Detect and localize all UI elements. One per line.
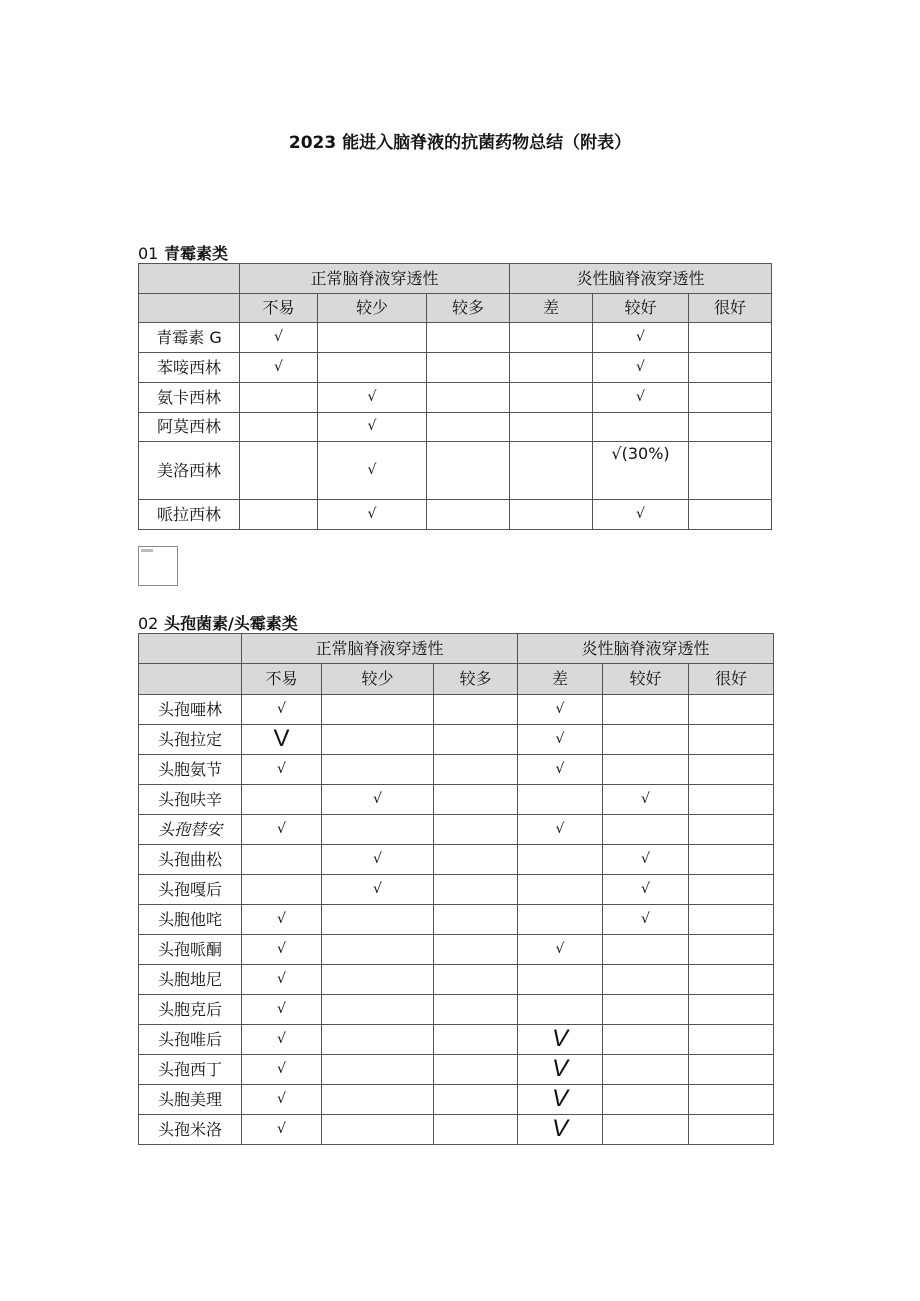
check-cell xyxy=(689,755,774,785)
check-cell xyxy=(510,323,593,353)
table-row xyxy=(139,995,774,1025)
check-cell xyxy=(434,1115,518,1145)
check-cell xyxy=(689,1055,774,1085)
cephalosporin-table xyxy=(138,633,774,1145)
table-row xyxy=(139,935,774,965)
check-cell xyxy=(689,695,774,725)
drug-name-cell: 美洛西林 xyxy=(139,442,240,500)
table-row xyxy=(139,353,772,383)
check-cell xyxy=(434,965,518,995)
drug-name-cell: 苯唼西林 xyxy=(139,353,240,383)
check-cell xyxy=(603,995,689,1025)
check-cell xyxy=(593,413,689,442)
check-cell xyxy=(434,725,518,755)
drug-name-cell: 头胞美理 xyxy=(139,1085,242,1115)
subheader-cell: 较少 xyxy=(322,664,434,695)
table-row xyxy=(139,905,774,935)
check-cell: √ xyxy=(242,695,322,725)
group-inflamed-header: 炎性脑脊液穿透性 xyxy=(518,634,774,664)
section-1-number: 01 xyxy=(138,244,159,263)
table-row xyxy=(139,1085,774,1115)
check-cell xyxy=(434,875,518,905)
check-cell xyxy=(689,995,774,1025)
check-cell xyxy=(603,1115,689,1145)
check-cell xyxy=(510,442,593,500)
page-title: 2023 能进入脑脊液的抗菌药物总结（附表） xyxy=(288,133,632,153)
drug-name-cell: 青霉素 G xyxy=(139,323,240,353)
section-2-title xyxy=(138,611,298,634)
table-row xyxy=(139,845,774,875)
corner-cell xyxy=(139,264,240,294)
table-row xyxy=(139,413,772,442)
check-cell: √ xyxy=(603,785,689,815)
section-2-number: 02 xyxy=(138,614,159,633)
drug-name-cell: 哌拉西林 xyxy=(139,500,240,530)
check-cell xyxy=(689,905,774,935)
check-cell xyxy=(240,413,318,442)
drug-name-cell: 阿莫西林 xyxy=(139,413,240,442)
check-cell xyxy=(427,500,510,530)
check-cell: √ xyxy=(242,935,322,965)
subheader-cell: 很好 xyxy=(689,294,772,323)
check-cell xyxy=(689,1025,774,1055)
table-row xyxy=(139,695,774,725)
check-cell xyxy=(689,323,772,353)
check-cell xyxy=(434,905,518,935)
group-header-row xyxy=(139,634,774,664)
table-row xyxy=(139,875,774,905)
group-normal-header: 正常脑脊液穿透性 xyxy=(242,634,518,664)
check-cell: √ xyxy=(240,323,318,353)
check-cell xyxy=(322,1085,434,1115)
check-cell: √ xyxy=(322,875,434,905)
corner-cell xyxy=(139,664,242,695)
table-row xyxy=(139,323,772,353)
penicillin-table xyxy=(138,263,772,530)
check-cell xyxy=(689,965,774,995)
check-cell xyxy=(242,845,322,875)
group-header-row xyxy=(139,264,772,294)
check-cell xyxy=(518,845,603,875)
check-cell xyxy=(689,875,774,905)
check-cell: V xyxy=(518,1025,603,1055)
check-cell xyxy=(240,383,318,413)
table-row xyxy=(139,1025,774,1055)
check-cell xyxy=(240,442,318,500)
check-cell: √ xyxy=(242,1085,322,1115)
check-cell xyxy=(689,845,774,875)
check-cell xyxy=(322,995,434,1025)
drug-name-cell: 头孢唖林 xyxy=(139,695,242,725)
check-cell: V xyxy=(518,1085,603,1115)
subheader-cell: 较好 xyxy=(593,294,689,323)
table-row xyxy=(139,500,772,530)
corner-cell xyxy=(139,634,242,664)
check-cell: √ xyxy=(318,413,427,442)
check-cell xyxy=(322,755,434,785)
table-row xyxy=(139,725,774,755)
check-cell: V xyxy=(518,1055,603,1085)
check-cell: √ xyxy=(242,995,322,1025)
check-cell xyxy=(510,500,593,530)
check-cell: √ xyxy=(322,785,434,815)
check-cell: √(30%) xyxy=(593,442,689,500)
check-cell: √ xyxy=(242,905,322,935)
check-cell: √ xyxy=(593,353,689,383)
check-cell: √ xyxy=(518,815,603,845)
drug-name-cell: 头孢唯后 xyxy=(139,1025,242,1055)
check-cell: √ xyxy=(242,965,322,995)
check-cell xyxy=(518,965,603,995)
check-cell xyxy=(603,1085,689,1115)
corner-cell xyxy=(139,294,240,323)
check-cell xyxy=(322,1025,434,1055)
drug-name-cell: 头胞克后 xyxy=(139,995,242,1025)
subheader-cell: 很好 xyxy=(689,664,774,695)
check-cell xyxy=(689,383,772,413)
subheader-cell: 较好 xyxy=(603,664,689,695)
check-cell xyxy=(518,905,603,935)
check-cell xyxy=(603,1025,689,1055)
check-cell: V xyxy=(518,1115,603,1145)
check-cell: √ xyxy=(518,755,603,785)
drug-name-cell: 头孢曲松 xyxy=(139,845,242,875)
check-cell: √ xyxy=(242,1115,322,1145)
check-cell xyxy=(603,755,689,785)
table-row xyxy=(139,1115,774,1145)
drug-name-cell: 头孢西丁 xyxy=(139,1055,242,1085)
subheader-row xyxy=(139,294,772,323)
drug-name-cell: 头胞氨节 xyxy=(139,755,242,785)
check-cell xyxy=(603,1055,689,1085)
check-cell xyxy=(434,785,518,815)
section-1-title xyxy=(138,241,228,264)
table-row xyxy=(139,965,774,995)
check-cell: V xyxy=(242,725,322,755)
drug-name-cell: 头孢哌酮 xyxy=(139,935,242,965)
check-cell: √ xyxy=(242,755,322,785)
table-row xyxy=(139,442,772,500)
check-cell xyxy=(510,353,593,383)
check-cell xyxy=(689,500,772,530)
check-cell xyxy=(510,413,593,442)
subheader-cell: 不易 xyxy=(242,664,322,695)
check-cell xyxy=(322,695,434,725)
check-cell xyxy=(427,383,510,413)
check-cell xyxy=(689,413,772,442)
drug-name-cell: 头孢拉定 xyxy=(139,725,242,755)
check-cell xyxy=(689,442,772,500)
check-cell xyxy=(322,905,434,935)
subheader-cell: 不易 xyxy=(240,294,318,323)
check-cell xyxy=(689,725,774,755)
check-cell xyxy=(318,323,427,353)
drug-name-cell: 头孢嘎后 xyxy=(139,875,242,905)
check-cell xyxy=(603,695,689,725)
check-cell xyxy=(603,965,689,995)
check-cell xyxy=(689,935,774,965)
check-cell xyxy=(322,725,434,755)
check-cell: √ xyxy=(603,875,689,905)
check-cell: √ xyxy=(242,815,322,845)
table-row xyxy=(139,1055,774,1085)
check-cell: √ xyxy=(318,442,427,500)
check-cell xyxy=(434,1085,518,1115)
check-cell xyxy=(603,725,689,755)
check-cell: √ xyxy=(240,353,318,383)
check-cell: √ xyxy=(318,500,427,530)
table-row xyxy=(139,383,772,413)
group-inflamed-header: 炎性脑脊液穿透性 xyxy=(510,264,772,294)
check-cell: √ xyxy=(318,383,427,413)
check-cell xyxy=(434,935,518,965)
check-cell xyxy=(689,815,774,845)
check-cell: √ xyxy=(518,935,603,965)
section-2-label: 头孢菌素/头霉素类 xyxy=(163,614,298,633)
check-cell xyxy=(518,785,603,815)
check-cell: √ xyxy=(242,1055,322,1085)
check-cell xyxy=(427,353,510,383)
check-cell: √ xyxy=(593,383,689,413)
check-cell xyxy=(242,785,322,815)
check-cell xyxy=(318,353,427,383)
section-1-label: 青霉素类 xyxy=(163,244,228,263)
drug-name-cell: 头孢米洛 xyxy=(139,1115,242,1145)
check-cell xyxy=(689,1115,774,1145)
check-cell xyxy=(322,1055,434,1085)
table-row xyxy=(139,755,774,785)
check-cell xyxy=(603,815,689,845)
check-cell xyxy=(242,875,322,905)
check-cell xyxy=(434,845,518,875)
drug-name-cell: 头胞他咤 xyxy=(139,905,242,935)
check-cell xyxy=(427,323,510,353)
check-cell xyxy=(689,353,772,383)
check-cell xyxy=(434,995,518,1025)
subheader-cell: 差 xyxy=(510,294,593,323)
check-cell xyxy=(689,785,774,815)
check-cell: √ xyxy=(603,845,689,875)
group-normal-header: 正常脑脊液穿透性 xyxy=(240,264,510,294)
drug-name-cell: 氨卡西林 xyxy=(139,383,240,413)
check-cell xyxy=(322,965,434,995)
check-cell xyxy=(510,383,593,413)
check-cell xyxy=(518,875,603,905)
drug-name-cell: 头胞地尼 xyxy=(139,965,242,995)
subheader-cell: 较多 xyxy=(434,664,518,695)
check-cell xyxy=(240,500,318,530)
check-cell xyxy=(434,695,518,725)
drug-name-cell: 头孢呋辛 xyxy=(139,785,242,815)
check-cell xyxy=(427,413,510,442)
check-cell xyxy=(689,1085,774,1115)
check-cell xyxy=(322,815,434,845)
subheader-cell: 较少 xyxy=(318,294,427,323)
check-cell: √ xyxy=(603,905,689,935)
check-cell xyxy=(434,1025,518,1055)
subheader-cell: 较多 xyxy=(427,294,510,323)
check-cell xyxy=(434,815,518,845)
table-row xyxy=(139,815,774,845)
check-cell: √ xyxy=(593,500,689,530)
drug-name-cell: 头孢替安 xyxy=(139,815,242,845)
check-cell xyxy=(434,755,518,785)
check-cell xyxy=(322,935,434,965)
check-cell xyxy=(603,935,689,965)
check-cell xyxy=(322,1115,434,1145)
check-cell xyxy=(518,995,603,1025)
check-cell: √ xyxy=(242,1025,322,1055)
embedded-image-placeholder xyxy=(138,546,178,586)
subheader-cell: 差 xyxy=(518,664,603,695)
check-cell xyxy=(434,1055,518,1085)
check-cell: √ xyxy=(518,725,603,755)
check-cell: √ xyxy=(322,845,434,875)
check-cell: √ xyxy=(518,695,603,725)
check-cell: √ xyxy=(593,323,689,353)
subheader-row xyxy=(139,664,774,695)
check-cell xyxy=(427,442,510,500)
table-row xyxy=(139,785,774,815)
